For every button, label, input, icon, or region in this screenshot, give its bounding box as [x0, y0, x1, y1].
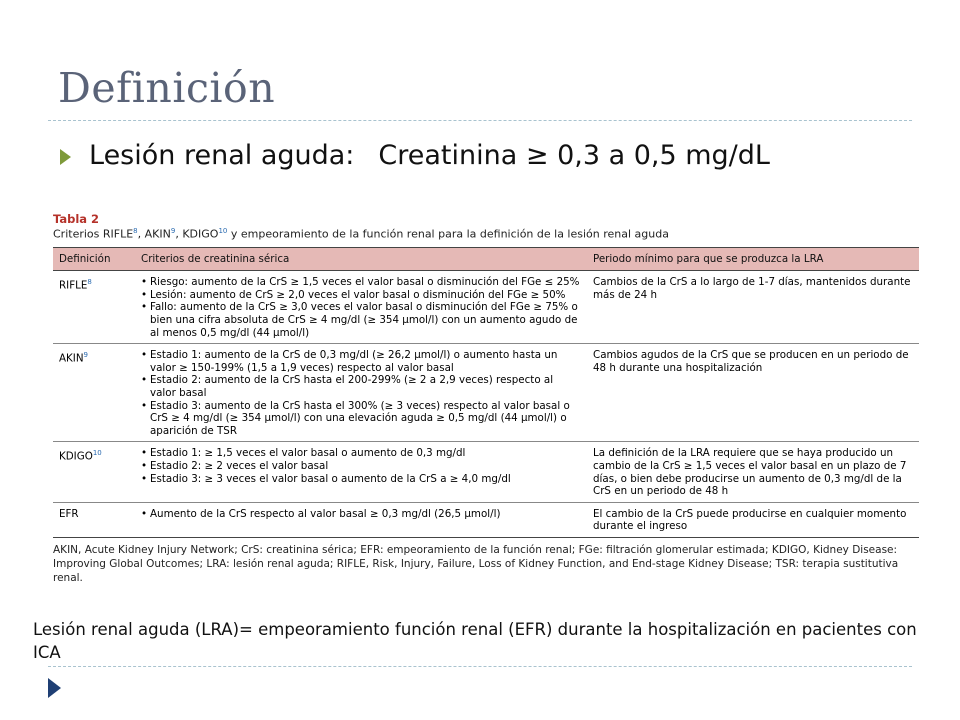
definition-name: RIFLE — [59, 279, 88, 292]
criteria-item: • Riesgo: aumento de la CrS ≥ 1,5 veces el valor basal o disminución del FGe ≤ 25% — [141, 276, 581, 289]
cell-criterios — [135, 271, 587, 344]
reference-number: 8 — [87, 278, 92, 287]
cell-periodo: Cambios agudos de la CrS que se producen en un periodo de 48 h durante una hospitalización — [587, 344, 919, 442]
criteria-item: • Estadio 2: ≥ 2 veces el valor basal — [141, 460, 581, 473]
header-definicion: Definición — [53, 247, 135, 271]
cell-periodo: El cambio de la CrS puede producirse en cualquier momento durante el ingreso — [587, 502, 919, 537]
table-row — [53, 344, 919, 442]
bullet-text-part2: Creatinina ≥ 0,3 a 0,5 mg/dL — [378, 140, 770, 171]
table-header-row — [53, 247, 919, 271]
caption-text: y empeoramiento de la función renal para la definición de la lesión renal aguda — [227, 227, 669, 241]
cell-criterios — [135, 502, 587, 537]
header-criterios: Criterios de creatinina sérica — [135, 247, 587, 271]
criteria-item: • Fallo: aumento de la CrS ≥ 3,0 veces el valor basal o disminución del FGe ≥ 75% o bien una cifra absoluta de CrS ≥ 4 mg/dl (≥ 354 μmol/l) con un aumento agudo de al menos 0,5 mg/dl (44 μmol/l) — [141, 301, 581, 339]
definition-name: KDIGO — [59, 450, 93, 463]
footer-divider — [48, 666, 912, 667]
criteria-item: • Estadio 3: ≥ 3 veces el valor basal o aumento de la CrS a ≥ 4,0 mg/dl — [141, 473, 581, 486]
table-caption — [53, 227, 919, 241]
cell-periodo: Cambios de la CrS a lo largo de 1-7 días, mantenidos durante más de 24 h — [587, 271, 919, 344]
table-row — [53, 502, 919, 537]
criteria-item: • Estadio 3: aumento de la CrS hasta el 300% (≥ 3 veces) respecto al valor basal o CrS ≥ 4 mg/dl (≥ 354 μmol/l) con una elevación aguda ≥ 0,5 mg/dl (44 μmol/l) o aparición de TSR — [141, 400, 581, 438]
criteria-list — [141, 447, 581, 485]
cell-criterios — [135, 442, 587, 502]
criteria-list — [141, 349, 581, 437]
caption-text: , KDIGO — [175, 227, 219, 241]
criteria-list — [141, 508, 581, 521]
table-footnotes: AKIN, Acute Kidney Injury Network; CrS: creatinina sérica; EFR: empeoramiento de la función renal; FGe: filtración glomerular estimada; KDIGO, Kidney Disease: Improving Global Outcomes; LRA: lesión renal aguda; RIFLE, Risk, Injury, Failure, Loss of Kidney Function, and End-stage Kidney Disease; TSR: terapia sustitutiva renal. — [53, 543, 899, 584]
cell-definicion — [53, 344, 135, 442]
table-row — [53, 442, 919, 502]
cell-definicion — [53, 442, 135, 502]
criteria-list — [141, 276, 581, 339]
criteria-item: • Aumento de la CrS respecto al valor basal ≥ 0,3 mg/dl (26,5 μmol/l) — [141, 508, 581, 521]
reference-number: 9 — [83, 351, 89, 360]
definition-name: EFR — [59, 507, 79, 520]
bullet-text-part1: Lesión renal aguda: — [89, 140, 355, 171]
caption-ref: 10 — [218, 227, 228, 235]
triangle-right-icon[interactable] — [48, 678, 61, 698]
criteria-table — [53, 247, 919, 538]
table-row — [53, 271, 919, 344]
cell-definicion — [53, 502, 135, 537]
table-label: Tabla 2 — [53, 212, 100, 226]
title-divider — [48, 120, 912, 121]
footer-note: Lesión renal aguda (LRA)= empeoramiento función renal (EFR) durante la hospitalización en pacientes con ICA — [33, 620, 917, 662]
criteria-item: • Lesión: aumento de CrS ≥ 2,0 veces el valor basal o disminución del FGe ≥ 50% — [141, 289, 581, 302]
caption-ref: 9 — [170, 227, 176, 235]
triangle-right-icon — [60, 149, 71, 165]
caption-text: Criterios RIFLE — [53, 227, 134, 241]
criteria-item: • Estadio 2: aumento de la CrS hasta el 200-299% (≥ 2 a 2,9 veces) respecto al valor basal — [141, 374, 581, 399]
caption-text: , AKIN — [137, 227, 171, 241]
cell-periodo: La definición de la LRA requiere que se haya producido un cambio de la CrS ≥ 1,5 veces el valor basal en un plazo de 7 días, o bien debe producirse un aumento de 0,3 mg/dl de la CrS en un periodo de 48 h — [587, 442, 919, 502]
bullet-text — [89, 140, 770, 171]
cell-criterios — [135, 344, 587, 442]
reference-number: 10 — [92, 449, 102, 458]
main-bullet — [60, 140, 770, 171]
criteria-item: • Estadio 1: ≥ 1,5 veces el valor basal o aumento de 0,3 mg/dl — [141, 447, 581, 460]
caption-ref: 8 — [133, 227, 138, 235]
criteria-table-figure — [53, 212, 919, 585]
slide-title: Definición — [58, 64, 276, 112]
criteria-item: • Estadio 1: aumento de la CrS de 0,3 mg/dl (≥ 26,2 μmol/l) o aumento hasta un valor ≥ 150-199% (1,5 a 1,9 veces) respecto al valor basal — [141, 349, 581, 374]
header-periodo: Periodo mínimo para que se produzca la LRA — [587, 247, 919, 271]
cell-definicion — [53, 271, 135, 344]
definition-name: AKIN — [59, 352, 84, 365]
